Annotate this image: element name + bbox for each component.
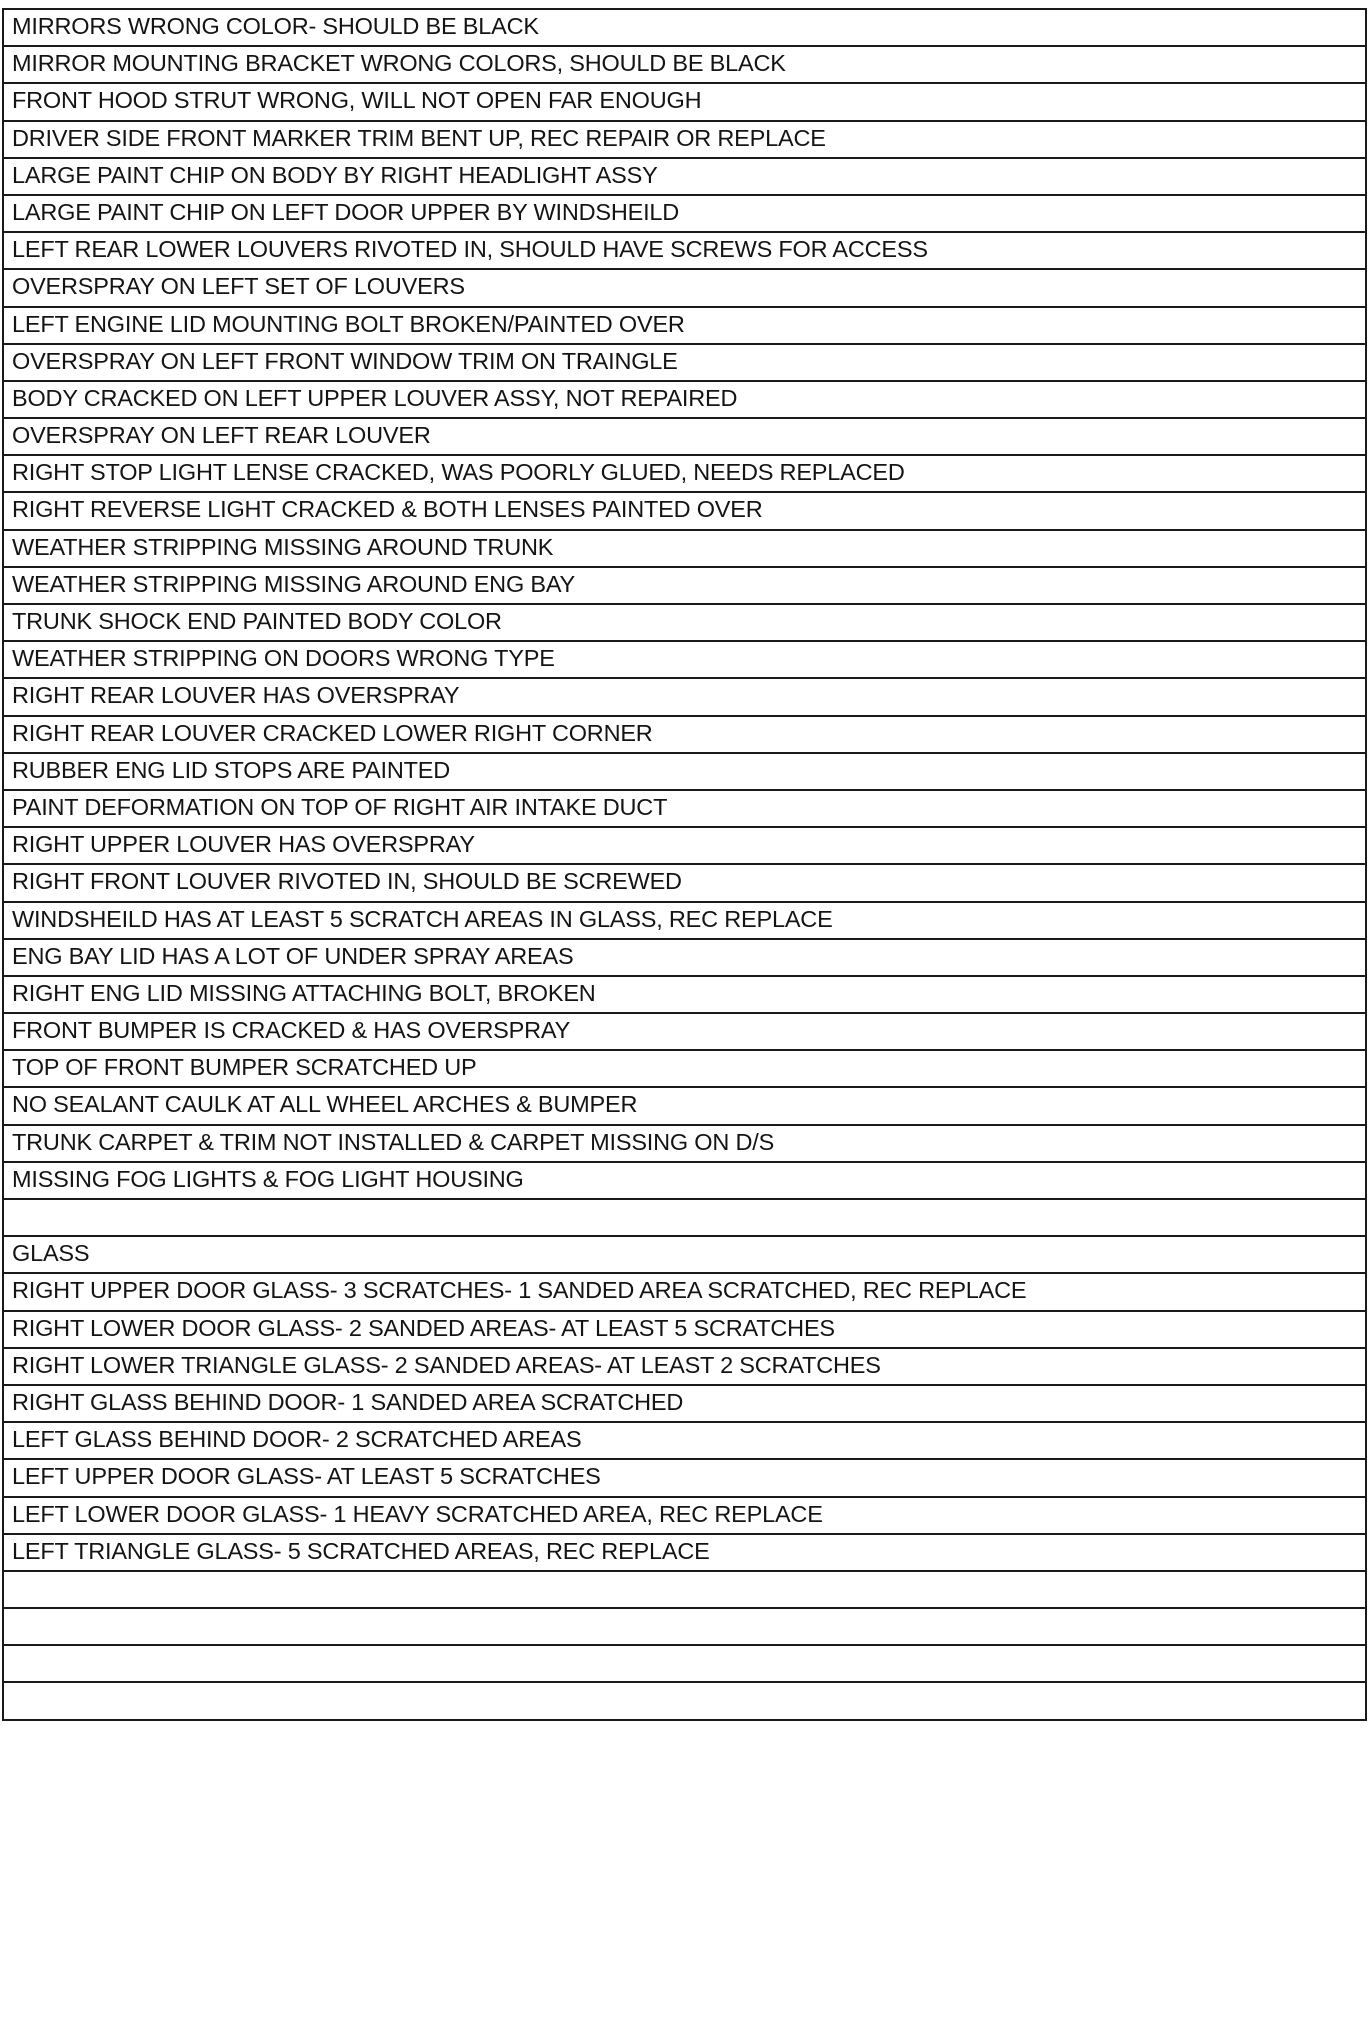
table-row-empty — [4, 1572, 1365, 1609]
table-row: OVERSPRAY ON LEFT FRONT WINDOW TRIM ON TRAINGLE — [4, 345, 1365, 382]
table-row: WINDSHEILD HAS AT LEAST 5 SCRATCH AREAS IN GLASS, REC REPLACE — [4, 903, 1365, 940]
table-row: LEFT TRIANGLE GLASS- 5 SCRATCHED AREAS, REC REPLACE — [4, 1535, 1365, 1572]
table-row: RUBBER ENG LID STOPS ARE PAINTED — [4, 754, 1365, 791]
table-row: RIGHT LOWER TRIANGLE GLASS- 2 SANDED AREAS- AT LEAST 2 SCRATCHES — [4, 1349, 1365, 1386]
table-row: RIGHT FRONT LOUVER RIVOTED IN, SHOULD BE SCREWED — [4, 865, 1365, 902]
table-row: TRUNK CARPET & TRIM NOT INSTALLED & CARPET MISSING ON D/S — [4, 1126, 1365, 1163]
table-row: WEATHER STRIPPING ON DOORS WRONG TYPE — [4, 642, 1365, 679]
table-row: LEFT LOWER DOOR GLASS- 1 HEAVY SCRATCHED AREA, REC REPLACE — [4, 1498, 1365, 1535]
inspection-table — [2, 8, 1367, 1721]
table-row: RIGHT STOP LIGHT LENSE CRACKED, WAS POORLY GLUED, NEEDS REPLACED — [4, 456, 1365, 493]
table-row: MIRRORS WRONG COLOR- SHOULD BE BLACK — [4, 10, 1365, 47]
section-heading-glass: GLASS — [4, 1237, 1365, 1274]
table-row: RIGHT LOWER DOOR GLASS- 2 SANDED AREAS- AT LEAST 5 SCRATCHES — [4, 1312, 1365, 1349]
table-row: FRONT HOOD STRUT WRONG, WILL NOT OPEN FAR ENOUGH — [4, 84, 1365, 121]
table-row: WEATHER STRIPPING MISSING AROUND TRUNK — [4, 531, 1365, 568]
table-row: RIGHT REAR LOUVER HAS OVERSPRAY — [4, 679, 1365, 716]
table-row: PAINT DEFORMATION ON TOP OF RIGHT AIR INTAKE DUCT — [4, 791, 1365, 828]
table-row: RIGHT UPPER DOOR GLASS- 3 SCRATCHES- 1 SANDED AREA SCRATCHED, REC REPLACE — [4, 1274, 1365, 1311]
table-row: ENG BAY LID HAS A LOT OF UNDER SPRAY AREAS — [4, 940, 1365, 977]
table-row: LEFT REAR LOWER LOUVERS RIVOTED IN, SHOULD HAVE SCREWS FOR ACCESS — [4, 233, 1365, 270]
table-row-empty — [4, 1683, 1365, 1720]
table-row: RIGHT ENG LID MISSING ATTACHING BOLT, BROKEN — [4, 977, 1365, 1014]
table-row: WEATHER STRIPPING MISSING AROUND ENG BAY — [4, 568, 1365, 605]
table-row: BODY CRACKED ON LEFT UPPER LOUVER ASSY, NOT REPAIRED — [4, 382, 1365, 419]
table-row-empty — [4, 1200, 1365, 1237]
table-row: FRONT BUMPER IS CRACKED & HAS OVERSPRAY — [4, 1014, 1365, 1051]
table-row: RIGHT GLASS BEHIND DOOR- 1 SANDED AREA SCRATCHED — [4, 1386, 1365, 1423]
table-row: DRIVER SIDE FRONT MARKER TRIM BENT UP, REC REPAIR OR REPLACE — [4, 122, 1365, 159]
table-row: LEFT ENGINE LID MOUNTING BOLT BROKEN/PAINTED OVER — [4, 308, 1365, 345]
table-row: LARGE PAINT CHIP ON LEFT DOOR UPPER BY WINDSHEILD — [4, 196, 1365, 233]
table-row: OVERSPRAY ON LEFT REAR LOUVER — [4, 419, 1365, 456]
table-row: RIGHT UPPER LOUVER HAS OVERSPRAY — [4, 828, 1365, 865]
table-row: NO SEALANT CAULK AT ALL WHEEL ARCHES & BUMPER — [4, 1088, 1365, 1125]
table-row: TRUNK SHOCK END PAINTED BODY COLOR — [4, 605, 1365, 642]
table-row: LEFT GLASS BEHIND DOOR- 2 SCRATCHED AREAS — [4, 1423, 1365, 1460]
table-row: RIGHT REAR LOUVER CRACKED LOWER RIGHT CORNER — [4, 717, 1365, 754]
table-row: LARGE PAINT CHIP ON BODY BY RIGHT HEADLIGHT ASSY — [4, 159, 1365, 196]
table-row-empty — [4, 1646, 1365, 1683]
table-row-empty — [4, 1609, 1365, 1646]
table-row: LEFT UPPER DOOR GLASS- AT LEAST 5 SCRATCHES — [4, 1460, 1365, 1497]
table-row: TOP OF FRONT BUMPER SCRATCHED UP — [4, 1051, 1365, 1088]
table-row: MISSING FOG LIGHTS & FOG LIGHT HOUSING — [4, 1163, 1365, 1200]
table-row: OVERSPRAY ON LEFT SET OF LOUVERS — [4, 270, 1365, 307]
table-row: RIGHT REVERSE LIGHT CRACKED & BOTH LENSES PAINTED OVER — [4, 493, 1365, 530]
table-row: MIRROR MOUNTING BRACKET WRONG COLORS, SHOULD BE BLACK — [4, 47, 1365, 84]
